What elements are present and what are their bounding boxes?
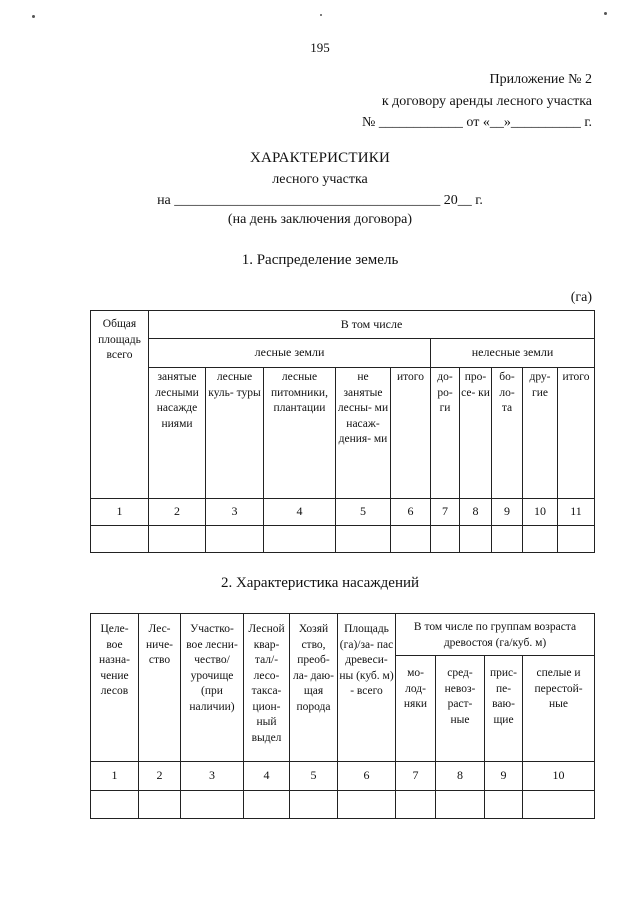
header-nonforest-lands: нелесные земли: [431, 339, 595, 368]
col-number: 2: [149, 499, 206, 526]
empty-cell: [91, 791, 139, 819]
section-2-title: 2. Характеристика насаждений: [220, 575, 420, 591]
col-header-middle-aged: сред- невоз- раст- ные: [436, 656, 485, 762]
col-header-area-stock: Площадь (га)/за- пас древеси- ны (куб. м) - всего: [338, 614, 396, 762]
col-number: 6: [391, 499, 431, 526]
empty-cell: [264, 526, 336, 553]
col-number: 7: [431, 499, 460, 526]
empty-cell: [91, 526, 149, 553]
empty-cell: [139, 791, 181, 819]
date-note: (на день заключения договора): [227, 212, 413, 227]
empty-cell: [523, 791, 595, 819]
empty-cell: [244, 791, 290, 819]
empty-cell: [336, 526, 391, 553]
col-header-stands: занятые лесными насажде ниями: [149, 368, 206, 499]
col-number: 4: [264, 499, 336, 526]
col-header-maturing: прис- пе- ваю- щие: [485, 656, 523, 762]
empty-cell: [558, 526, 595, 553]
col-number: 5: [336, 499, 391, 526]
document-title: ХАРАКТЕРИСТИКИ: [249, 150, 391, 166]
col-header-nonforest-total: итого: [558, 368, 595, 499]
header-forest-lands: лесные земли: [149, 339, 431, 368]
empty-cell: [460, 526, 492, 553]
col-number: 1: [91, 499, 149, 526]
col-header-forest-total: итого: [391, 368, 431, 499]
col-header-district: Участко- вое лесни- чество/ урочище (при наличии): [181, 614, 244, 762]
empty-cell: [523, 526, 558, 553]
col-header-mature: спелые и перестой- ные: [523, 656, 595, 762]
col-header-roads: до- ро- ги: [431, 368, 460, 499]
col-header-other: дру- гие: [523, 368, 558, 499]
scan-speck: [32, 15, 35, 18]
col-number: 11: [558, 499, 595, 526]
scan-speck: [320, 14, 322, 16]
appendix-line-1: Приложение № 2: [489, 72, 592, 87]
col-number: 3: [181, 762, 244, 791]
col-number: 2: [139, 762, 181, 791]
section-1-title: 1. Распределение земель: [241, 252, 399, 268]
appendix-line-2: к договору аренды лесного участка: [381, 94, 592, 109]
empty-cell: [206, 526, 264, 553]
unit-label: (га): [570, 290, 592, 305]
land-distribution-table: [90, 310, 595, 553]
scan-speck: [604, 12, 607, 15]
col-header-species: Хозяй ство, преоб- ла- даю- щая порода: [290, 614, 338, 762]
col-number: 4: [244, 762, 290, 791]
col-header-clearings: про- се- ки: [460, 368, 492, 499]
col-header-swamps: бо- ло- та: [492, 368, 523, 499]
empty-cell: [492, 526, 523, 553]
empty-cell: [436, 791, 485, 819]
col-number: 6: [338, 762, 396, 791]
col-number: 5: [290, 762, 338, 791]
col-header-unstocked: не занятые лесны- ми насаж- дения- ми: [336, 368, 391, 499]
col-number: 10: [523, 762, 595, 791]
header-including: В том числе: [149, 311, 595, 339]
empty-cell: [181, 791, 244, 819]
col-number: 7: [396, 762, 436, 791]
appendix-line-3: № ____________ от «__»__________ г.: [362, 115, 592, 130]
stand-characteristics-table: [90, 613, 595, 819]
empty-cell: [396, 791, 436, 819]
col-number: 8: [436, 762, 485, 791]
col-header-purpose: Целе- вое назна- чение лесов: [91, 614, 139, 762]
empty-cell: [290, 791, 338, 819]
empty-cell: [149, 526, 206, 553]
date-line: на ______________________________________ 20__ г.: [157, 193, 483, 208]
col-number: 9: [492, 499, 523, 526]
col-header-quarter: Лесной квар- тал/- лесо- такса- цион- ный выдел: [244, 614, 290, 762]
col-header-young: мо- лод- няки: [396, 656, 436, 762]
header-total-area: Общая площадь всего: [91, 311, 149, 499]
page-number: 195: [310, 40, 330, 55]
document-subtitle: лесного участка: [272, 172, 368, 187]
col-number: 9: [485, 762, 523, 791]
empty-cell: [431, 526, 460, 553]
header-age-groups: В том числе по группам возраста древостоя (га/куб. м): [396, 614, 595, 656]
col-header-nurseries: лесные питомники, плантации: [264, 368, 336, 499]
col-number: 1: [91, 762, 139, 791]
col-number: 3: [206, 499, 264, 526]
empty-cell: [391, 526, 431, 553]
col-header-forestry: Лес- ниче- ство: [139, 614, 181, 762]
col-number: 8: [460, 499, 492, 526]
empty-cell: [485, 791, 523, 819]
empty-cell: [338, 791, 396, 819]
col-header-crops: лесные куль- туры: [206, 368, 264, 499]
col-number: 10: [523, 499, 558, 526]
